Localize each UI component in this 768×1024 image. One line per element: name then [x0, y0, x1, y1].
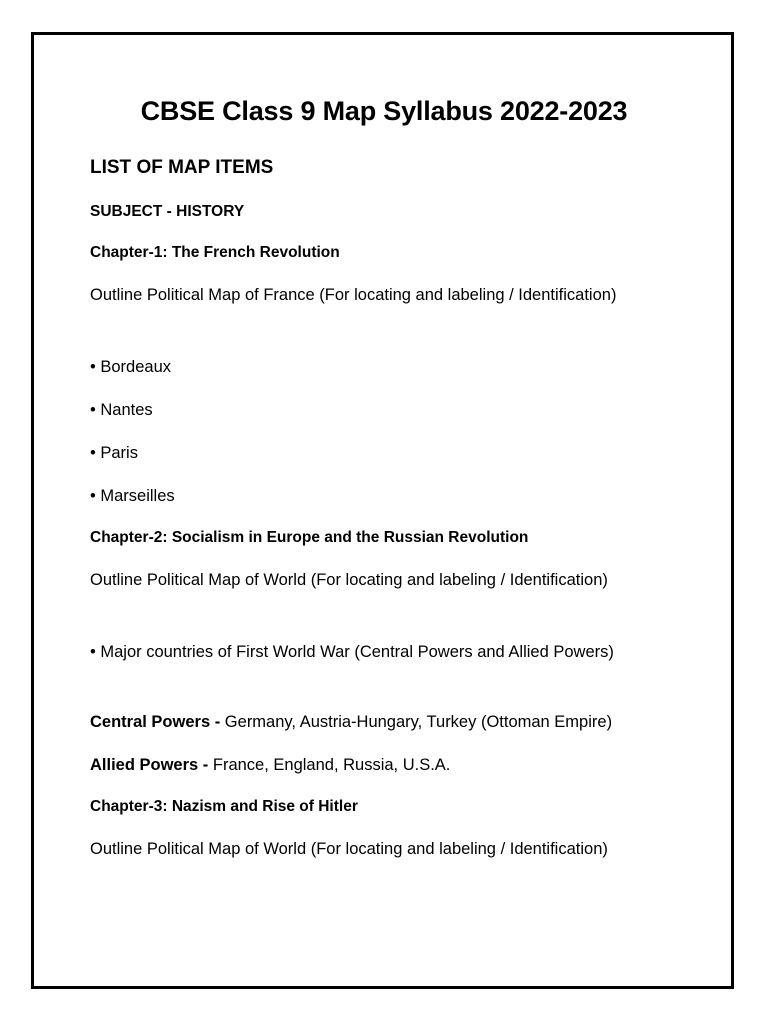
chapter3-heading: Chapter-3: Nazism and Rise of Hitler [90, 798, 358, 815]
chapter1-item-bordeaux: • Bordeaux [90, 358, 171, 376]
chapter1-item-nantes: • Nantes [90, 401, 153, 419]
chapter2-description: Outline Political Map of World (For locating and labeling / Identification) [90, 571, 608, 589]
allied-powers-line [90, 756, 450, 775]
chapter1-item-marseilles: • Marseilles [90, 487, 175, 505]
chapter1-description: Outline Political Map of France (For locating and labeling / Identification) [90, 286, 617, 304]
central-powers-label: Central Powers - [90, 713, 221, 731]
document-title: CBSE Class 9 Map Syllabus 2022-2023 [140, 96, 628, 126]
central-powers-value: Germany, Austria-Hungary, Turkey (Ottoman Empire) [220, 713, 613, 731]
chapter1-item-paris: • Paris [90, 444, 138, 462]
central-powers-line [90, 713, 612, 732]
allied-powers-label: Allied Powers - [90, 756, 209, 774]
list-heading: LIST OF MAP ITEMS [90, 157, 274, 178]
chapter1-heading: Chapter-1: The French Revolution [90, 244, 340, 261]
allied-powers-value: France, England, Russia, U.S.A. [208, 756, 451, 774]
chapter3-description: Outline Political Map of World (For locating and labeling / Identification) [90, 840, 608, 858]
chapter2-heading: Chapter-2: Socialism in Europe and the Russian Revolution [90, 529, 529, 546]
subject-heading: SUBJECT - HISTORY [90, 203, 245, 220]
chapter2-item-ww1: • Major countries of First World War (Central Powers and Allied Powers) [90, 643, 614, 661]
